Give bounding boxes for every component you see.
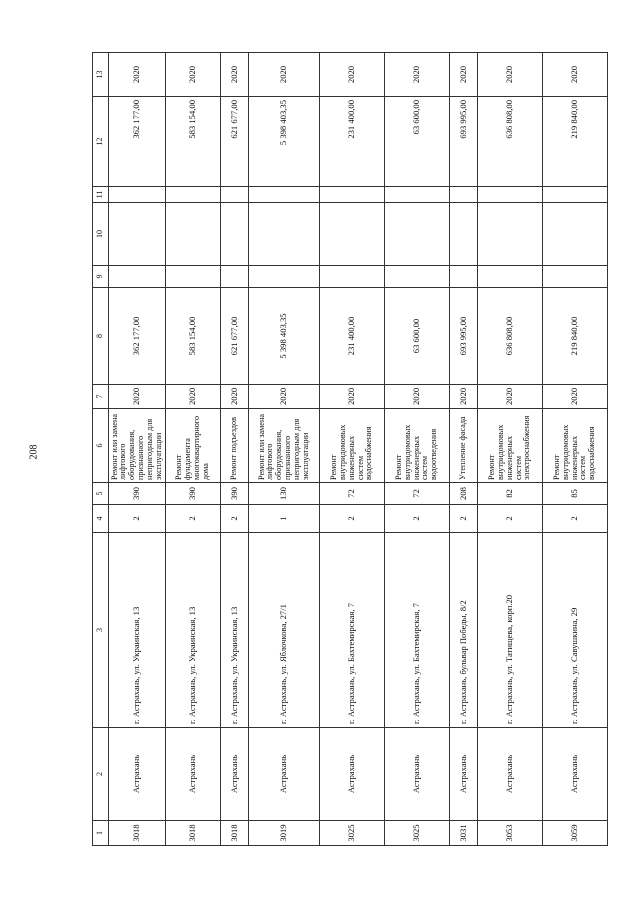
col11-cell (249, 187, 320, 203)
col9-cell (449, 266, 477, 288)
completion-year-cell: 2020 (449, 53, 477, 97)
address-cell: г. Астрахань, ул. Украинская, 13 (109, 533, 166, 728)
col4-cell: 2 (220, 505, 248, 533)
table-row (249, 53, 320, 846)
house-id-cell: 3025 (385, 821, 450, 846)
total-cell: 5 398 403,35 (249, 97, 320, 187)
column-number: 13 (93, 53, 109, 97)
work-type-cell: Ремонт или замена лифтового оборудования, признанного непригодным для эксплуатации (109, 409, 166, 483)
table-row (385, 53, 450, 846)
column-number: 12 (93, 97, 109, 187)
col11-cell (385, 187, 450, 203)
table-row (220, 53, 248, 846)
municipality-cell: Астрахань (385, 728, 450, 821)
address-cell: г. Астрахань, ул. Бахтемирская, 7 (320, 533, 385, 728)
col11-cell (543, 187, 608, 203)
total-cell: 231 400,00 (320, 97, 385, 187)
col10-cell (109, 203, 166, 266)
col5-cell: 208 (449, 483, 477, 505)
column-number: 6 (93, 409, 109, 483)
total-cell: 693 995,00 (449, 97, 477, 187)
page-number: 208 (28, 444, 40, 460)
house-id-cell: 3059 (543, 821, 608, 846)
year-cell: 2020 (320, 385, 385, 409)
address-cell: г. Астрахань, ул. Татищева, корп.20 (478, 533, 543, 728)
column-number: 11 (93, 187, 109, 203)
col11-cell (449, 187, 477, 203)
table-row (449, 53, 477, 846)
table-body (93, 53, 608, 846)
col11-cell (220, 187, 248, 203)
house-id-cell: 3053 (478, 821, 543, 846)
col9-cell (478, 266, 543, 288)
total-cell: 362 177,00 (109, 97, 166, 187)
cost-cell: 621 677,00 (220, 288, 248, 385)
house-id-cell: 3018 (109, 821, 166, 846)
house-id-cell: 3018 (166, 821, 221, 846)
completion-year-cell: 2020 (249, 53, 320, 97)
table-row (478, 53, 543, 846)
col11-cell (478, 187, 543, 203)
table-rotator (92, 53, 608, 846)
col9-cell (385, 266, 450, 288)
col10-cell (449, 203, 477, 266)
col11-cell (166, 187, 221, 203)
municipality-cell: Астрахань (166, 728, 221, 821)
work-type-cell: Ремонт подъездов (220, 409, 248, 483)
table-row (320, 53, 385, 846)
address-cell: г. Астрахань, ул. Савушкина, 29 (543, 533, 608, 728)
total-cell: 63 600,00 (385, 97, 450, 187)
completion-year-cell: 2020 (320, 53, 385, 97)
year-cell: 2020 (449, 385, 477, 409)
year-cell: 2020 (109, 385, 166, 409)
house-id-cell: 3025 (320, 821, 385, 846)
year-cell: 2020 (543, 385, 608, 409)
col5-cell: 72 (385, 483, 450, 505)
address-cell: г. Астрахань, ул. Бахтемирская, 7 (385, 533, 450, 728)
completion-year-cell: 2020 (220, 53, 248, 97)
table-row (109, 53, 166, 846)
col5-cell: 72 (320, 483, 385, 505)
col5-cell: 82 (478, 483, 543, 505)
total-cell: 583 154,00 (166, 97, 221, 187)
column-number: 9 (93, 266, 109, 288)
col4-cell: 2 (449, 505, 477, 533)
cost-cell: 63 600,00 (385, 288, 450, 385)
completion-year-cell: 2020 (385, 53, 450, 97)
work-type-cell: Утепление фасада (449, 409, 477, 483)
column-number: 5 (93, 483, 109, 505)
col5-cell: 85 (543, 483, 608, 505)
col9-cell (320, 266, 385, 288)
house-id-cell: 3019 (249, 821, 320, 846)
col9-cell (249, 266, 320, 288)
column-number: 7 (93, 385, 109, 409)
col4-cell: 2 (385, 505, 450, 533)
col10-cell (320, 203, 385, 266)
municipality-cell: Астрахань (543, 728, 608, 821)
col10-cell (220, 203, 248, 266)
year-cell: 2020 (385, 385, 450, 409)
column-number-row (93, 53, 109, 846)
municipality-cell: Астрахань (320, 728, 385, 821)
col5-cell: 390 (220, 483, 248, 505)
column-number: 8 (93, 288, 109, 385)
table-row (166, 53, 221, 846)
col5-cell: 390 (109, 483, 166, 505)
total-cell: 621 677,00 (220, 97, 248, 187)
year-cell: 2020 (220, 385, 248, 409)
col10-cell (166, 203, 221, 266)
column-number: 4 (93, 505, 109, 533)
col10-cell (478, 203, 543, 266)
municipality-cell: Астрахань (449, 728, 477, 821)
address-cell: г. Астрахань, ул. Яблочкова, 27/1 (249, 533, 320, 728)
column-number: 1 (93, 821, 109, 846)
municipality-cell: Астрахань (478, 728, 543, 821)
col11-cell (320, 187, 385, 203)
municipality-cell: Астрахань (109, 728, 166, 821)
total-cell: 219 840,00 (543, 97, 608, 187)
total-cell: 636 808,00 (478, 97, 543, 187)
col4-cell: 2 (109, 505, 166, 533)
col11-cell (109, 187, 166, 203)
col5-cell: 130 (249, 483, 320, 505)
cost-cell: 231 400,00 (320, 288, 385, 385)
cost-cell: 693 995,00 (449, 288, 477, 385)
cost-cell: 219 840,00 (543, 288, 608, 385)
work-type-cell: Ремонт внутридомовых инженерных систем электроснабжения (478, 409, 543, 483)
column-number: 3 (93, 533, 109, 728)
work-type-cell: Ремонт внутридомовых инженерных систем водоснабжения (543, 409, 608, 483)
completion-year-cell: 2020 (109, 53, 166, 97)
col4-cell: 2 (320, 505, 385, 533)
work-type-cell: Ремонт внутридомовых инженерных систем водоотведения (385, 409, 450, 483)
col5-cell: 390 (166, 483, 221, 505)
col10-cell (249, 203, 320, 266)
municipality-cell: Астрахань (220, 728, 248, 821)
repair-schedule-table (92, 52, 608, 846)
col4-cell: 1 (249, 505, 320, 533)
municipality-cell: Астрахань (249, 728, 320, 821)
table-row (543, 53, 608, 846)
year-cell: 2020 (478, 385, 543, 409)
address-cell: г. Астрахань, ул. Украинская, 13 (166, 533, 221, 728)
cost-cell: 583 154,00 (166, 288, 221, 385)
completion-year-cell: 2020 (543, 53, 608, 97)
col9-cell (166, 266, 221, 288)
address-cell: г. Астрахань, бульвар Победы, 8/2 (449, 533, 477, 728)
column-number: 10 (93, 203, 109, 266)
col10-cell (385, 203, 450, 266)
completion-year-cell: 2020 (166, 53, 221, 97)
col4-cell: 2 (166, 505, 221, 533)
col9-cell (220, 266, 248, 288)
work-type-cell: Ремонт фундамента многоквартирного дома (166, 409, 221, 483)
cost-cell: 5 398 403,35 (249, 288, 320, 385)
column-number: 2 (93, 728, 109, 821)
work-type-cell: Ремонт или замена лифтового оборудования, признанного непригодным для эксплуатации (249, 409, 320, 483)
col9-cell (109, 266, 166, 288)
work-type-cell: Ремонт внутридомовых инженерных систем водоснабжения (320, 409, 385, 483)
cost-cell: 636 808,00 (478, 288, 543, 385)
col10-cell (543, 203, 608, 266)
house-id-cell: 3031 (449, 821, 477, 846)
table-frame (92, 53, 608, 846)
address-cell: г. Астрахань, ул. Украинская, 13 (220, 533, 248, 728)
year-cell: 2020 (249, 385, 320, 409)
house-id-cell: 3018 (220, 821, 248, 846)
completion-year-cell: 2020 (478, 53, 543, 97)
cost-cell: 362 177,00 (109, 288, 166, 385)
col4-cell: 2 (478, 505, 543, 533)
col4-cell: 2 (543, 505, 608, 533)
year-cell: 2020 (166, 385, 221, 409)
col9-cell (543, 266, 608, 288)
